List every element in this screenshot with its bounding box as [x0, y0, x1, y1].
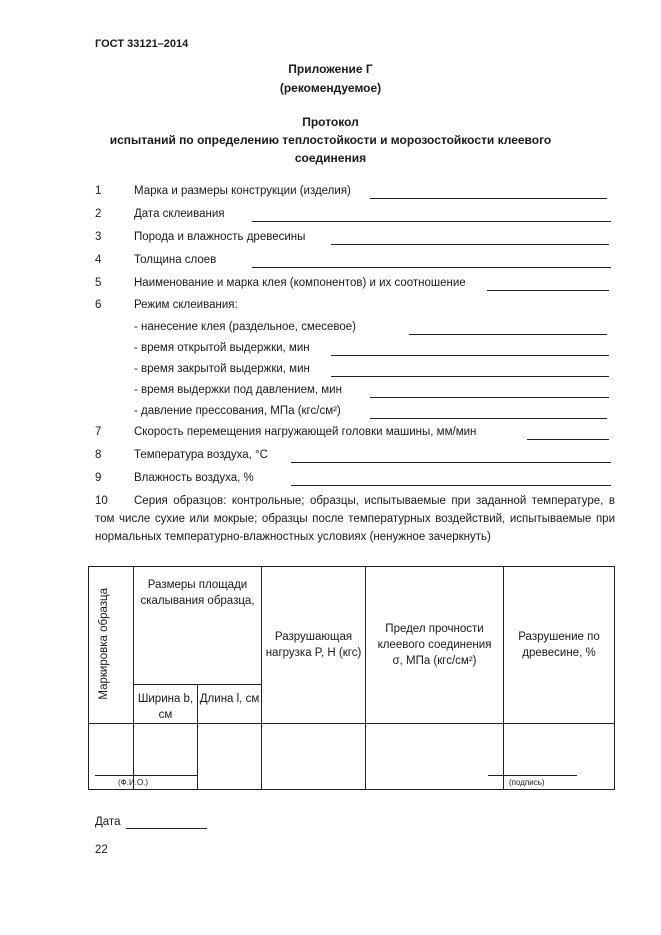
table-cell[interactable] — [366, 724, 504, 790]
fill-line[interactable] — [252, 267, 611, 268]
form-item-1 — [95, 185, 615, 201]
item-label: Марка и размеры конструкции (изделия) — [134, 185, 351, 197]
appendix-subtitle: (рекомендуемое) — [279, 81, 382, 95]
protocol-subtitle-line2: соединения — [294, 151, 367, 165]
subitem-press-pressure — [95, 405, 615, 421]
header-marking — [89, 567, 134, 724]
subitem-label: - давление прессования, МПа (кгс/см²) — [134, 405, 341, 417]
subitem-label: - время закрытой выдержки, мин — [134, 363, 310, 375]
signature-line[interactable] — [488, 775, 577, 776]
item-label: Режим склеивания: — [134, 299, 238, 311]
form-item-8 — [95, 449, 615, 465]
table-cell[interactable] — [198, 724, 262, 790]
fill-line[interactable] — [331, 355, 609, 356]
item-number: 7 — [95, 426, 102, 438]
form-item-2 — [95, 208, 615, 224]
item-number: 6 — [95, 299, 102, 311]
fill-line[interactable] — [487, 290, 609, 291]
fill-line[interactable] — [409, 334, 607, 335]
subitem-label: - время открытой выдержки, мин — [134, 342, 310, 354]
item-number: 2 — [95, 208, 102, 220]
fill-line[interactable] — [331, 244, 609, 245]
header-area-label: Размеры площади скалывания образца, — [140, 579, 255, 607]
fill-line[interactable] — [370, 198, 607, 199]
item-label: Наименование и марка клея (компонентов) и их соотношение — [134, 277, 466, 289]
protocol-title: Протокол — [302, 115, 359, 129]
subitem-open-time — [95, 342, 615, 358]
subitem-pressure-time — [95, 384, 615, 400]
page-number: 22 — [95, 844, 108, 856]
form-item-3 — [95, 231, 615, 247]
item-number: 4 — [95, 254, 102, 266]
item-number: 8 — [95, 449, 102, 461]
item-label: Толщина слоев — [134, 254, 217, 266]
header-strength — [366, 567, 504, 724]
header-wood-failure — [504, 567, 615, 724]
subitem-label: - нанесение клея (раздельное, смесевое) — [134, 321, 356, 333]
header-load-label: Разрушающая нагрузка P, Н (кгс) — [265, 631, 362, 659]
header-width — [134, 685, 198, 724]
item-label: Температура воздуха, °С — [134, 449, 268, 461]
header-length-label: Длина l, см — [199, 693, 260, 705]
item-label: Порода и влажность древесины — [134, 231, 306, 243]
header-load — [262, 567, 366, 724]
fill-line[interactable] — [291, 462, 611, 463]
fio-signature-line[interactable] — [95, 775, 197, 776]
form-item-9 — [95, 472, 615, 488]
fill-line[interactable] — [252, 221, 611, 222]
item-number: 3 — [95, 231, 102, 243]
item-label: Дата склеивания — [134, 208, 225, 220]
header-width-label: Ширина b, см — [137, 693, 194, 721]
header-marking-label: Маркировка образца — [98, 587, 110, 700]
date-fill-line[interactable] — [126, 828, 207, 829]
form-item-5 — [95, 277, 615, 293]
protocol-subtitle-line1: испытаний по определению теплостойкости и морозостойкости клеевого — [109, 133, 552, 147]
fill-line[interactable] — [370, 418, 607, 419]
fill-line[interactable] — [527, 439, 609, 440]
fill-line[interactable] — [291, 485, 611, 486]
document-standard-header: ГОСТ 33121–2014 — [95, 38, 189, 50]
date-label: Дата — [95, 816, 121, 828]
form-item-4 — [95, 254, 615, 270]
results-table — [88, 566, 615, 790]
table-cell[interactable] — [262, 724, 366, 790]
header-wood-failure-label: Разрушение по древесине, % — [518, 631, 600, 659]
fio-caption: (Ф.И.О.) — [118, 778, 149, 787]
signature-caption: (подпись) — [509, 778, 545, 787]
subitem-label: - время выдержки под давлением, мин — [134, 384, 342, 396]
header-length — [198, 685, 262, 724]
form-item-6 — [95, 299, 615, 315]
item-label: Влажность воздуха, % — [134, 472, 254, 484]
header-strength-label: Предел прочности клеевого соединения σ, МПа (кгс/см²) — [377, 623, 492, 667]
fill-line[interactable] — [331, 376, 609, 377]
item-label: Серия образцов: контрольные; образцы, испытываемые при заданной температуре, в том числе сухие или мокрые; образцы после температурных воздействий, испытываемые при нормальных температурно-влажностных условиях (ненужное зачеркнуть) — [95, 495, 615, 543]
item-label: Скорость перемещения нагружающей головки машины, мм/мин — [134, 426, 477, 438]
item-number: 9 — [95, 472, 102, 484]
item-number: 10 — [95, 495, 108, 507]
fill-line[interactable] — [370, 397, 609, 398]
subitem-glue-application — [95, 321, 615, 337]
form-item-10 — [95, 492, 615, 546]
subitem-closed-time — [95, 363, 615, 379]
header-area — [134, 567, 262, 685]
form-item-7 — [95, 426, 615, 442]
item-number: 1 — [95, 185, 102, 197]
appendix-title: Приложение Г — [288, 62, 373, 76]
item-number: 5 — [95, 277, 102, 289]
